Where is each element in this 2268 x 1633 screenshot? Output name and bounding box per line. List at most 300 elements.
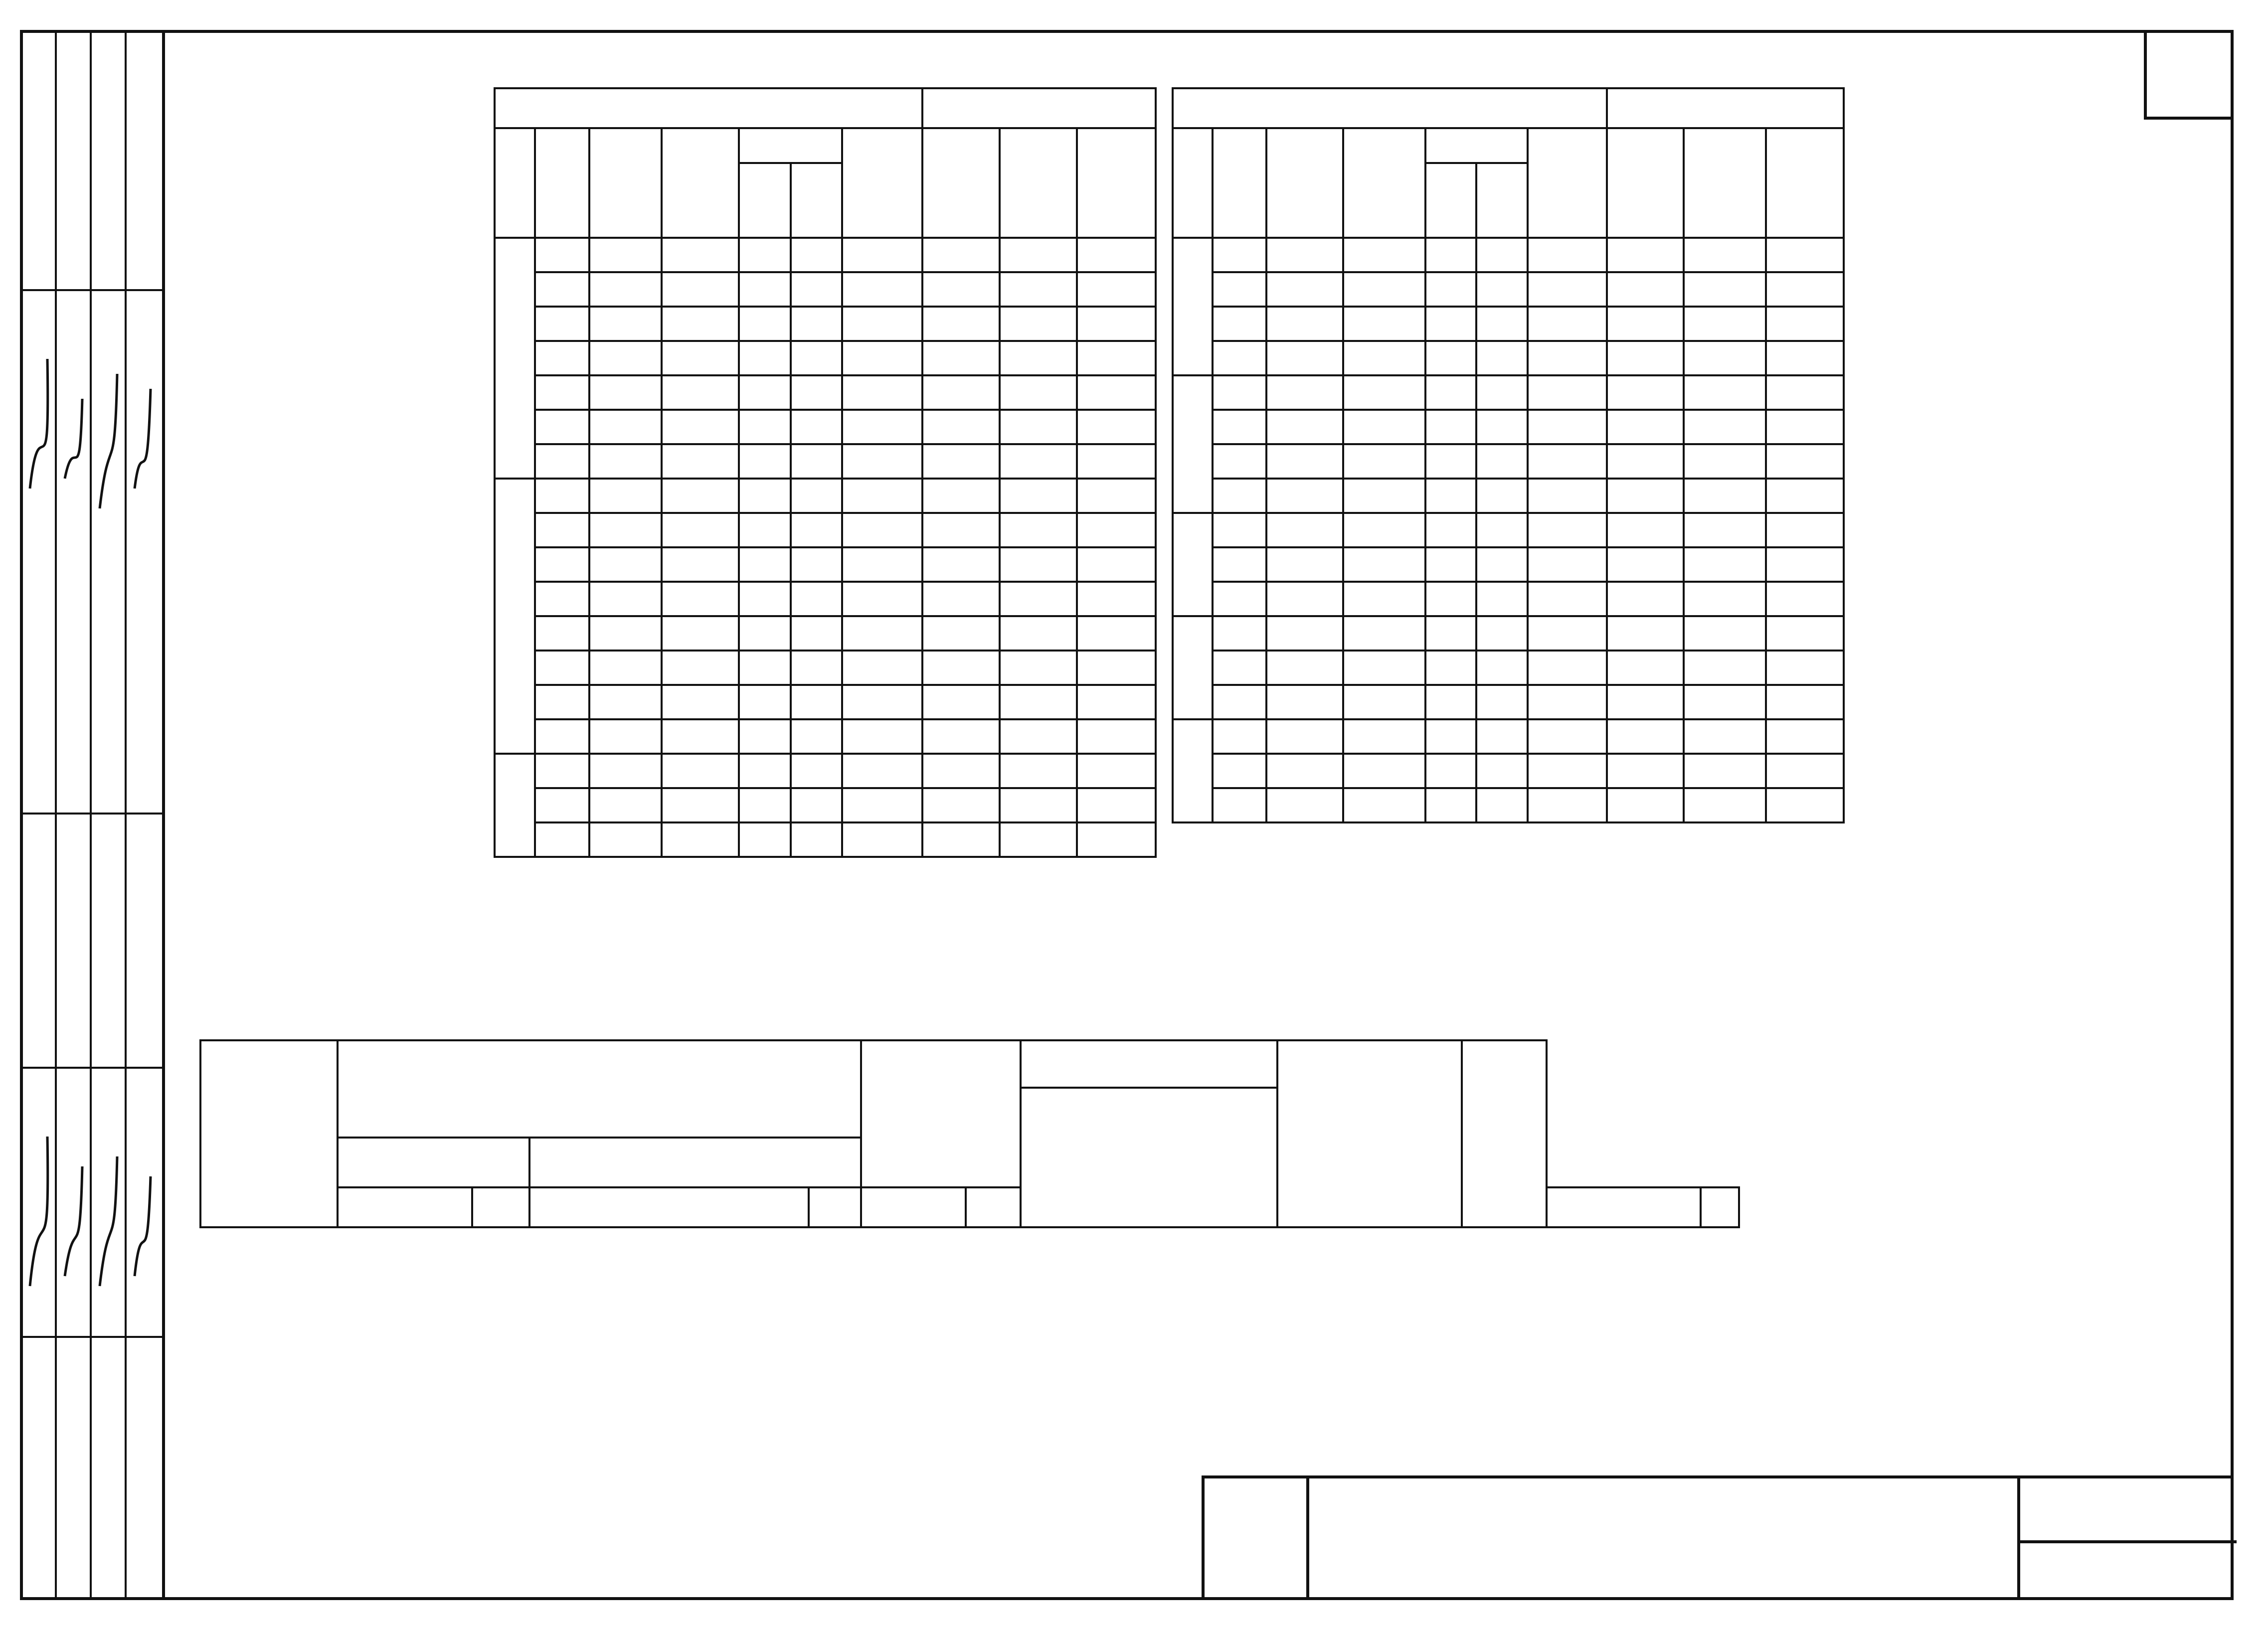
spec-cell [1425,788,1477,822]
spec-cell [1528,788,1607,822]
table-row [1173,410,1844,444]
hdr-pos [1213,128,1266,238]
spec-cell [739,341,791,375]
spec-cell [1213,375,1266,410]
spec-cell [1766,754,1844,788]
spec-cell [1528,513,1607,547]
hdr-sum [1684,128,1765,238]
spec-cell [1607,375,1684,410]
spec-cell [1528,238,1607,272]
spec-cell [1266,272,1343,307]
spec-cell [1266,444,1343,479]
spec-cell [1425,754,1477,788]
spec-cell [662,651,739,685]
spec-cell [791,479,843,513]
spec-cell [842,375,922,410]
spec-cell [535,754,589,788]
table-row [1173,582,1844,616]
spec-cell [1077,272,1156,307]
spec-cell [1266,238,1343,272]
spec-cell [922,341,1000,375]
spec-cell [1607,444,1684,479]
spec-cell [739,788,791,822]
steel-itogo-1 [472,1187,529,1227]
spec-cell [1528,375,1607,410]
spec-cell [1000,444,1077,479]
spec-cell [662,513,739,547]
spec-cell [739,685,791,719]
hdr-all [1476,163,1528,238]
spec-cell [1213,479,1266,513]
group-label [495,238,535,479]
hdr-weight [1077,128,1156,238]
table-row [495,582,1156,616]
spec-cell [589,341,662,375]
spec-cell [1684,444,1765,479]
spec-cell [1766,582,1844,616]
hdr-weight [1766,128,1844,238]
spec-cell [791,272,843,307]
spec-cell [1528,341,1607,375]
spec-cell [662,616,739,651]
steel-hot [1021,1040,1277,1088]
spec-cell [791,444,843,479]
spec-cell [1266,307,1343,341]
table-row [495,754,1156,788]
spec-cell [1000,272,1077,307]
spec-title-row [495,88,1156,128]
spec-cell [1343,582,1425,616]
hdr-sel-dia [922,128,1000,238]
spec-cell [1766,375,1844,410]
spec-cell [1766,719,1844,754]
spec-cell [1266,513,1343,547]
spec-cell [842,307,922,341]
spec-cell [589,513,662,547]
spec-cell [1000,651,1077,685]
spec-cell [1607,410,1684,444]
steel-by-sort2 [529,1187,809,1227]
hdr-all [791,163,843,238]
group-label [1173,513,1213,616]
spec-cell [535,788,589,822]
spec-cell [1425,651,1477,685]
spec-cell [535,719,589,754]
spec-cell [662,788,739,822]
spec-cell [1766,307,1844,341]
spec-cell [1266,375,1343,410]
table-row [495,685,1156,719]
spec-cell [1266,479,1343,513]
spec-cell [791,685,843,719]
spec-cell [842,651,922,685]
spec-cell [662,719,739,754]
spec-cell [1266,547,1343,582]
spec-cell [1684,754,1765,788]
spec-title-row [1173,88,1844,128]
hdr-per [739,163,791,238]
spec-cell [1476,685,1528,719]
spec-cell [1077,444,1156,479]
spec-cell [922,444,1000,479]
table-row [1173,616,1844,651]
spec-cell [1266,754,1343,788]
spec-cell [739,238,791,272]
spec-cell [1607,272,1684,307]
hdr-dia [589,128,662,238]
spec-cell [589,616,662,651]
spec-cell [1476,479,1528,513]
spec-cell [535,410,589,444]
spec-cell [1000,410,1077,444]
spec-cell [1607,238,1684,272]
signatures-lower [20,1077,162,1326]
spec-cell [1607,307,1684,341]
spec-cell [1077,754,1156,788]
spec-cell [739,719,791,754]
spec-cell [1476,547,1528,582]
spec-cell [589,788,662,822]
spec-cell [1684,375,1765,410]
group-label [1173,238,1213,375]
stamp-title [1309,1478,2017,1600]
spec-cell [1607,719,1684,754]
spec-cell [1607,547,1684,582]
spec-cell [791,375,843,410]
spec-cell [922,651,1000,685]
spec-cell [662,375,739,410]
spec-cell [1000,822,1077,857]
spec-cell [589,651,662,685]
spec-cell [791,307,843,341]
spec-cell [1266,685,1343,719]
steel-total-kg [1462,1040,1547,1227]
spec-cell [1528,410,1607,444]
spec-cell [1607,341,1684,375]
spec-cell [842,513,922,547]
spec-cell [662,341,739,375]
spec-cell [589,547,662,582]
table-row [495,479,1156,513]
steel-itogo-2 [809,1187,861,1227]
sel-title [922,88,1156,128]
spec-cell [1425,616,1477,651]
spec-cell [1077,341,1156,375]
spec-cell [739,547,791,582]
steel-wire [861,1040,1021,1187]
spec-cell [1684,272,1765,307]
spec-cell [739,272,791,307]
spec-cell [791,719,843,754]
table-row [495,307,1156,341]
spec-cell [1213,582,1266,616]
spec-cell [1000,375,1077,410]
table-row [495,822,1156,857]
spec-cell [842,341,922,375]
spec-cell [1343,238,1425,272]
spec-cell [1343,719,1425,754]
spec-cell [842,788,922,822]
spec-cell [1528,479,1607,513]
spec-cell [922,375,1000,410]
table-row [1173,754,1844,788]
stamp-sheet [2020,1543,2247,1600]
steel-itogo-4 [1701,1187,1739,1227]
spec-cell [1000,547,1077,582]
table-row [495,788,1156,822]
signatures [20,299,162,558]
spec-cell [1684,582,1765,616]
spec-cell [1343,513,1425,547]
spec-cell [662,238,739,272]
spec-cell [1266,719,1343,754]
spec-cell [1213,651,1266,685]
spec-cell [1266,651,1343,685]
spec-cell [1684,238,1765,272]
spec-header-row [1173,128,1844,163]
steel-round [1021,1088,1277,1227]
spec-cell [842,685,922,719]
spec-cell [1684,651,1765,685]
spec-cell [791,410,843,444]
table-row [1173,272,1844,307]
stamp-codes [2017,1478,2237,1600]
spec-cell [922,547,1000,582]
spec-cell [1766,238,1844,272]
title-stamp [1202,1475,2234,1600]
hdr-dia [1266,128,1343,238]
spec-cell [791,513,843,547]
spec-cell [1077,513,1156,547]
spec-cell [535,651,589,685]
spec-cell [1476,238,1528,272]
spec-cell [922,238,1000,272]
spec-cell [1425,513,1477,547]
spec-cell [1476,307,1528,341]
steel-round-fmm [1547,1187,1701,1227]
spec-cell [1000,616,1077,651]
spec-cell [1766,341,1844,375]
table-row [1173,238,1844,272]
spec-cell [1528,272,1607,307]
spec-cell [535,238,589,272]
hdr-len [662,128,739,238]
table-row [495,375,1156,410]
spec-cell [662,410,739,444]
spec-cell [791,341,843,375]
spec-cell [1607,651,1684,685]
spec-cell [1213,685,1266,719]
steel-header-row-1 [200,1040,1739,1088]
hdr-sum [1000,128,1077,238]
hdr-ln [842,128,922,238]
spec-cell [535,341,589,375]
spec-cell [1528,307,1607,341]
spec-cell [589,822,662,857]
spec-cell [1213,410,1266,444]
spec-cell [842,547,922,582]
spec-cell [1607,685,1684,719]
spec-cell [1528,719,1607,754]
spec-cell [535,685,589,719]
spec-cell [1077,479,1156,513]
spec-cell [922,719,1000,754]
spec-cell [1476,513,1528,547]
table-row [495,341,1156,375]
spec-cell [1607,513,1684,547]
spec-cell [1343,410,1425,444]
spec-cell [1476,651,1528,685]
spec-cell [535,307,589,341]
spec-cell [1476,341,1528,375]
spec-cell [1476,616,1528,651]
spec-cell [791,238,843,272]
spec-cell [1684,685,1765,719]
spec-cell [1343,754,1425,788]
hdr-sel-dia [1607,128,1684,238]
spec-cell [1077,547,1156,582]
table-row [495,513,1156,547]
spec-cell [1343,272,1425,307]
table-row [1173,719,1844,754]
spec-cell [1343,341,1425,375]
spec-cell [1266,616,1343,651]
spec-cell [662,307,739,341]
steel-table [199,1039,1740,1228]
spec-cell [1607,616,1684,651]
spec-cell [1425,582,1477,616]
spec-cell [1077,307,1156,341]
table-row [1173,651,1844,685]
spec-cell [1213,547,1266,582]
spec-cell [1425,410,1477,444]
spec-cell [1528,582,1607,616]
spec-cell [1476,754,1528,788]
spec-cell [535,582,589,616]
spec-cell [1425,238,1477,272]
steel-sigma1 [338,1138,529,1187]
spec-cell [535,272,589,307]
spec-cell [922,754,1000,788]
spec-cell [1425,719,1477,754]
steel-sigma2 [529,1138,861,1187]
spec-cell [922,685,1000,719]
spec-cell [589,582,662,616]
spec-cell [662,444,739,479]
table-row [495,444,1156,479]
spec-cell [1684,410,1765,444]
spec-header-row [495,128,1156,163]
hdr-mark [495,128,535,238]
spec-cell [842,582,922,616]
spec-cell [535,444,589,479]
spec-cell [1766,479,1844,513]
spec-cell [922,272,1000,307]
spec-cell [1476,788,1528,822]
spec-cell [842,616,922,651]
spec-cell [1266,341,1343,375]
group-label [1173,375,1213,513]
spec-cell [1766,272,1844,307]
spec-cell [1766,547,1844,582]
spec-cell [589,272,662,307]
spec-cell [1343,444,1425,479]
spec-cell [1766,788,1844,822]
spec-cell [1684,513,1765,547]
spec-cell [662,547,739,582]
spec-cell [791,616,843,651]
spec-cell [589,307,662,341]
spec-cell [662,754,739,788]
spec-cell [1528,651,1607,685]
steel-strip [1277,1040,1462,1227]
spec-table-left [494,87,1157,858]
spec-cell [1000,719,1077,754]
spec-cell [1425,547,1477,582]
table-row [1173,375,1844,410]
spec-cell [589,754,662,788]
spec-cell [1684,307,1765,341]
spec-cell [842,479,922,513]
spec-cell [922,582,1000,616]
spec-cell [1766,616,1844,651]
spec-cell [791,788,843,822]
steel-purpose [200,1040,338,1227]
steel-by-sort [338,1187,472,1227]
spec-cell [1077,685,1156,719]
spec-cell [791,582,843,616]
spec-cell [1343,479,1425,513]
spec-cell [1213,272,1266,307]
spec-cell [1425,444,1477,479]
spec-cell [922,513,1000,547]
spec-cell [1476,582,1528,616]
spec-cell [791,754,843,788]
spec-cell [791,651,843,685]
spec-cell [1077,788,1156,822]
sheet-number [2144,30,2234,120]
spec-cell [1000,582,1077,616]
spec-cell [922,479,1000,513]
spec-cell [1077,410,1156,444]
left-title-block [20,30,162,1600]
steel-itogo-3 [966,1187,1021,1227]
table-row [1173,479,1844,513]
group-label [1173,616,1213,719]
spec-cell [1684,788,1765,822]
group-label [495,754,535,857]
spec-cell [1077,582,1156,616]
spec-cell [739,479,791,513]
spec-cell [1343,685,1425,719]
spec-cell [589,238,662,272]
spec-cell [1077,651,1156,685]
spec-cell [1213,444,1266,479]
spec-cell [662,582,739,616]
spec-cell [1077,822,1156,857]
hdr-n [1425,128,1528,163]
spec-cell [1766,444,1844,479]
spec-cell [1077,616,1156,651]
spec-cell [589,410,662,444]
spec-cell [1000,307,1077,341]
hdr-pos [535,128,589,238]
spec-cell [739,307,791,341]
spec-cell [1425,307,1477,341]
spec-cell [739,375,791,410]
spec-cell [1476,272,1528,307]
spec-cell [662,685,739,719]
